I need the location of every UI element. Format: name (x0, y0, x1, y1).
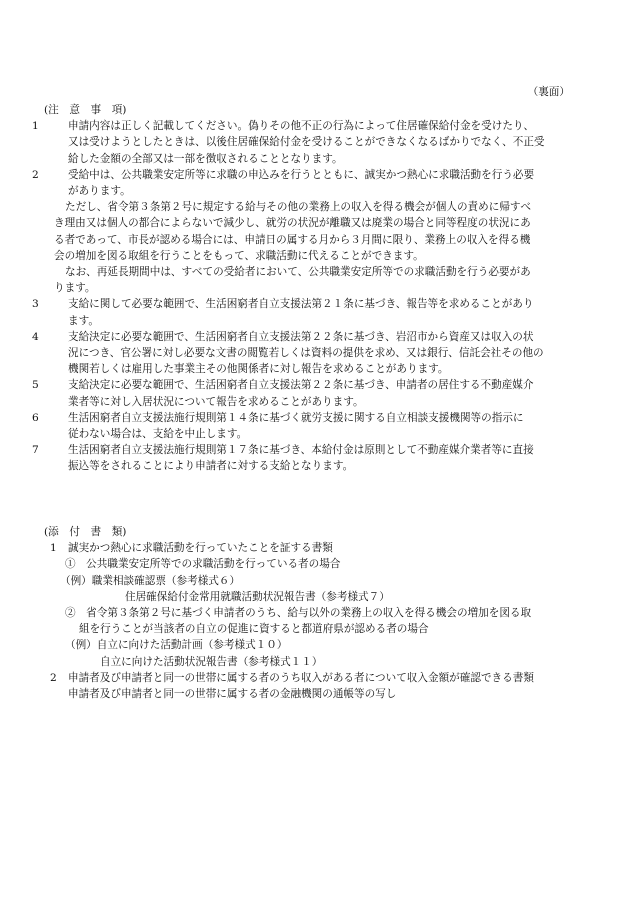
note-item-number: 3 (32, 298, 39, 311)
note-line: なお、再延長期間中は、すべての受給者において、公共職業安定所等での求職活動を行う必要があ (65, 266, 531, 279)
attachment-sub-2-example-cont: 自立に向けた活動状況報告書（参考様式１１） (100, 655, 323, 668)
note-item-number: 4 (32, 330, 39, 343)
note-item-6 (32, 410, 586, 442)
note-line: き理由又は個人の都合によらないで減少し、就労の状況が離職又は廃業の場合と同等程度の状況にあ (54, 217, 531, 230)
note-item-4-text (32, 329, 586, 378)
note-item-1-text (32, 118, 586, 167)
attachment-sub-2-cont: 組を行うことが当該者の自立の促進に資すると都道府県が認める者の場合 (79, 623, 429, 636)
note-line: ただし、省令第３条第２号に規定する給与その他の業務上の収入を得る機会が個人の責めに帰すべ (65, 201, 531, 214)
attachments-section (44, 524, 586, 702)
attachment-sub-2-example: （例）自立に向けた活動計画（参考様式１０） (65, 639, 288, 652)
attachments-heading: (添 付 書 類) (44, 526, 127, 538)
note-item-4 (32, 329, 586, 378)
attachment-line: 誠実かつ熱心に求職活動を行っていたことを証する書類 (68, 542, 333, 555)
note-line: 支給決定に必要な範囲で、生活困窮者自立支援法第２２条に基づき、申請者の居住する不動産媒介 (68, 379, 534, 392)
notes-list (32, 118, 586, 474)
note-line: 況につき、官公署に対し必要な文書の閲覧若しくは資料の提供を求め、又は銀行、信託会社その他の (68, 347, 544, 360)
note-line: 生活困窮者自立支援法施行規則第１７条に基づき、本給付金は原則として不動産媒介業者等に直接 (68, 444, 534, 457)
note-item-7-text (32, 442, 586, 474)
note-line: 申請内容は正しく記載してください。偽りその他不正の行為によって住居確保給付金を受けたり、 (68, 120, 535, 133)
attachment-item-number: 1 (50, 542, 57, 555)
note-line: 受給中は、公共職業安定所等に求職の申込みを行うとともに、誠実かつ熱心に求職活動を行う必要 (68, 168, 535, 181)
attachment-sub-1-example: （例）職業相談確認票（参考様式６） (60, 574, 241, 587)
note-line: 従わない場合は、支給を中止します。 (68, 428, 248, 441)
notes-section (32, 102, 586, 475)
note-line: 生活困窮者自立支援法施行規則第１４条に基づく就労支援に関する自立相談支援機関等の指示に (68, 411, 524, 424)
note-item-number: 6 (32, 411, 39, 424)
attachment-item-1-title (44, 540, 586, 556)
attachment-item-2-line1 (44, 670, 586, 686)
note-line: があります。 (68, 185, 131, 197)
note-item-5 (32, 377, 586, 409)
note-line: 機関若しくは雇用した事業主その他関係者に対し報告を求めることがあります。 (68, 363, 449, 376)
note-line: 又は受けようとしたときは、以後住居確保給付金を受けることができなくなるばかりでなく、不正受 (68, 136, 545, 149)
note-line: 振込等をされることにより申請者に対する支給となります。 (68, 460, 354, 473)
notes-heading: (注 意 事 項) (44, 104, 127, 116)
note-line: 業者等に対し入居状況について報告を求めることがあります。 (68, 395, 364, 408)
note-item-1 (32, 118, 586, 167)
attachment-item-2-line2: 申請者及び申請者と同一の世帯に属する者の金融機関の通帳等の写し (68, 688, 397, 701)
note-item-number: 1 (32, 120, 39, 133)
note-item-2 (32, 167, 586, 297)
note-item-6-text (32, 410, 586, 442)
note-line: 会の増加を図る取組を行うことをもって、求職活動に代えることができます。 (54, 249, 424, 262)
attachment-line: 申請者及び申請者と同一の世帯に属する者のうち収入がある者について収入金額が確認できる書類 (68, 671, 534, 684)
note-line: 給した金額の全部又は一部を徴収されることとなります。 (68, 152, 343, 165)
attachment-sub-2: ② 省令第３条第２号に基づく申請者のうち、給与以外の業務上の収入を得る機会の増加を図る取 (65, 607, 532, 619)
note-item-5-text (32, 377, 586, 409)
note-item-2-proviso (44, 199, 586, 264)
note-item-3 (32, 296, 586, 328)
note-item-2-extension (44, 264, 586, 296)
note-line: る者であって、市長が認める場合には、申請日の属する月から３月間に限り、業務上の収入を得る機 (54, 233, 531, 246)
attachment-sub-1-example-cont: 住居確保給付金常用就職活動状況報告書（参考様式７） (125, 590, 390, 603)
note-item-number: 7 (32, 444, 39, 457)
note-item-number: 5 (32, 379, 39, 392)
note-line: ます。 (68, 314, 99, 327)
note-item-7 (32, 442, 586, 474)
note-item-3-text (32, 296, 586, 328)
note-line: 支給決定に必要な範囲で、生活困窮者自立支援法第２２条に基づき、岩沼市から資産又は収入の状 (68, 330, 534, 343)
attachment-item-number: 2 (50, 671, 57, 684)
attachment-sub-1: ① 公共職業安定所等での求職活動を行っている者の場合 (65, 558, 341, 571)
note-item-2-text (32, 167, 586, 199)
attachment-item-2 (44, 670, 586, 702)
note-line: ります。 (54, 282, 96, 295)
note-item-number: 2 (32, 168, 39, 181)
note-line: 支給に関して必要な範囲で、生活困窮者自立支援法第２１条に基づき、報告等を求めることがあり (68, 298, 534, 311)
page-side-label: （裏面） (527, 86, 570, 98)
attachment-item-1 (44, 540, 586, 670)
